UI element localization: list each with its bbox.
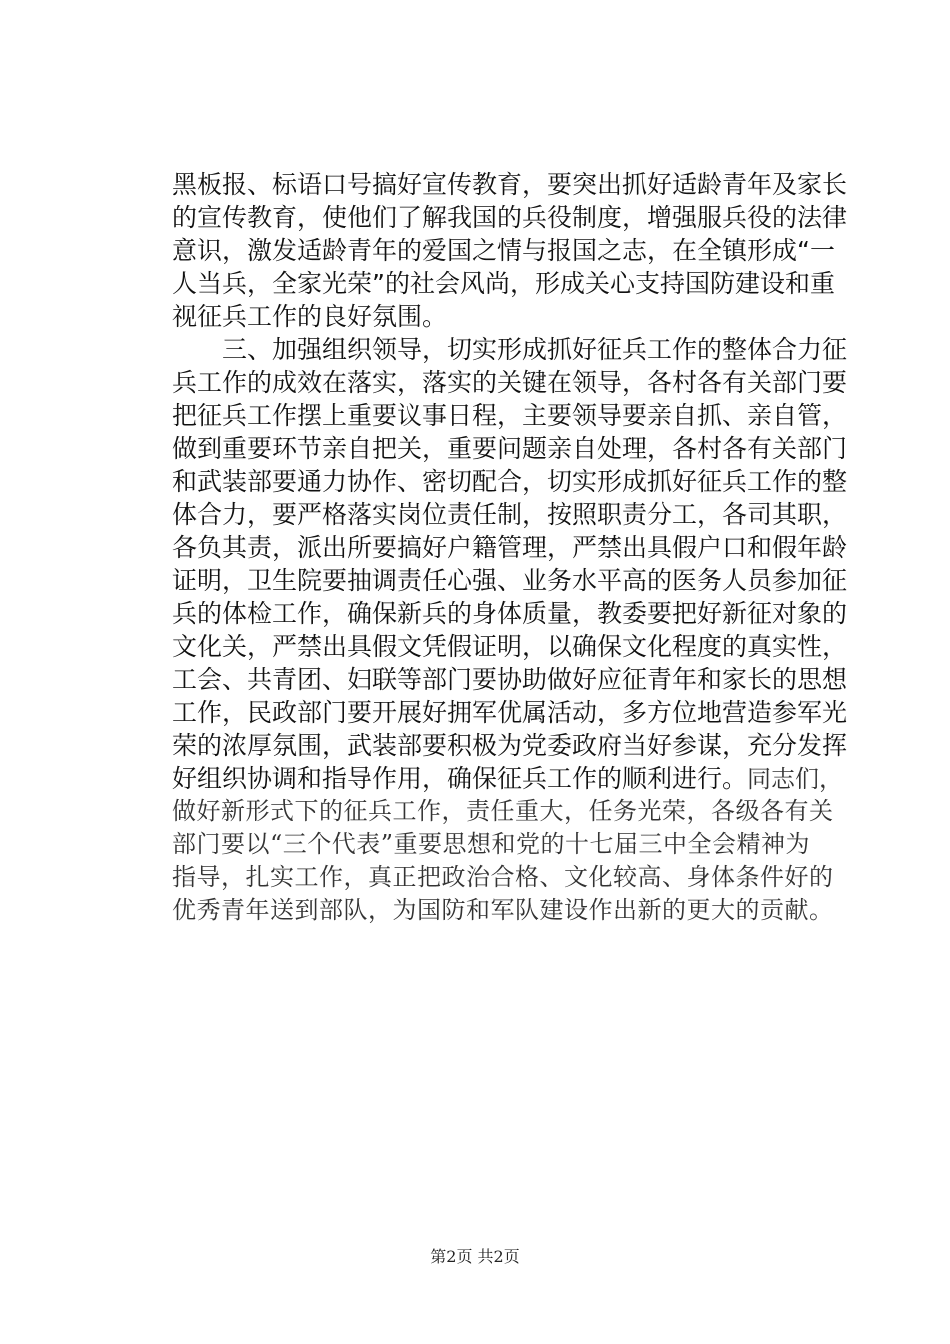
text-segment-closing-start: 同志们， (747, 765, 844, 793)
page-number-footer: 第2页 共2页 (430, 1247, 520, 1266)
closing-line: 指导，扎实工作，真正把政治合格、文化较高、身体条件好的 (172, 863, 834, 891)
text-line: 把征兵工作摆上重要议事日程，主要领导要亲自抓、亲自管， (172, 401, 848, 430)
text-line: 荣的浓厚氛围，武装部要积极为党委政府当好参谋，充分发挥 (172, 731, 848, 760)
text-line: 证明，卫生院要抽调责任心强、业务水平高的医务人员参加征 (172, 566, 848, 595)
text-line: 文化关，严禁出具假文凭假证明，以确保文化程度的真实性， (172, 632, 848, 661)
text-line: 体合力，要严格落实岗位责任制，按照职责分工，各司其职， (172, 500, 848, 529)
text-line: 做到重要环节亲自把关，重要问题亲自处理，各村各有关部门 (172, 434, 848, 463)
text-line: 黑板报、标语口号搞好宣传教育，要突出抓好适龄青年及家长 (172, 170, 848, 199)
text-line: 各负其责，派出所要搞好户籍管理，严禁出具假户口和假年龄 (172, 533, 848, 562)
text-line: 兵工作的成效在落实，落实的关键在领导，各村各有关部门要 (172, 368, 848, 397)
text-line: 视征兵工作的良好氛围。 (172, 302, 448, 331)
text-line: 工作，民政部门要开展好拥军优属活动，多方位地营造参军光 (172, 698, 848, 727)
text-line: 和武装部要通力协作、密切配合，切实形成抓好征兵工作的整 (172, 467, 848, 496)
closing-line: 优秀青年送到部队，为国防和军队建设作出新的更大的贡献。 (172, 896, 834, 924)
closing-line: 做好新形式下的征兵工作，责任重大，任务光荣，各级各有关 (172, 797, 834, 825)
text-line: 人当兵，全家光荣”的社会风尚，形成关心支持国防建设和重 (172, 269, 835, 298)
section-heading-line: 三、加强组织领导，切实形成抓好征兵工作的整体合力征 (172, 335, 848, 364)
closing-line: 部门要以“三个代表”重要思想和党的十七届三中全会精神为 (172, 830, 811, 858)
text-segment: 好组织协调和指导作用，确保征兵工作的顺利进行。 (172, 764, 748, 793)
text-line: 工会、共青团、妇联等部门要协助做好应征青年和家长的思想 (172, 665, 848, 694)
text-line: 的宣传教育，使他们了解我国的兵役制度，增强服兵役的法律 (172, 203, 848, 232)
text-line: 兵的体检工作，确保新兵的身体质量，教委要把好新征对象的 (172, 599, 848, 628)
text-line-mixed (172, 762, 852, 795)
text-line: 意识，激发适龄青年的爱国之情与报国之志，在全镇形成“一 (172, 236, 835, 265)
body-text (172, 168, 852, 927)
